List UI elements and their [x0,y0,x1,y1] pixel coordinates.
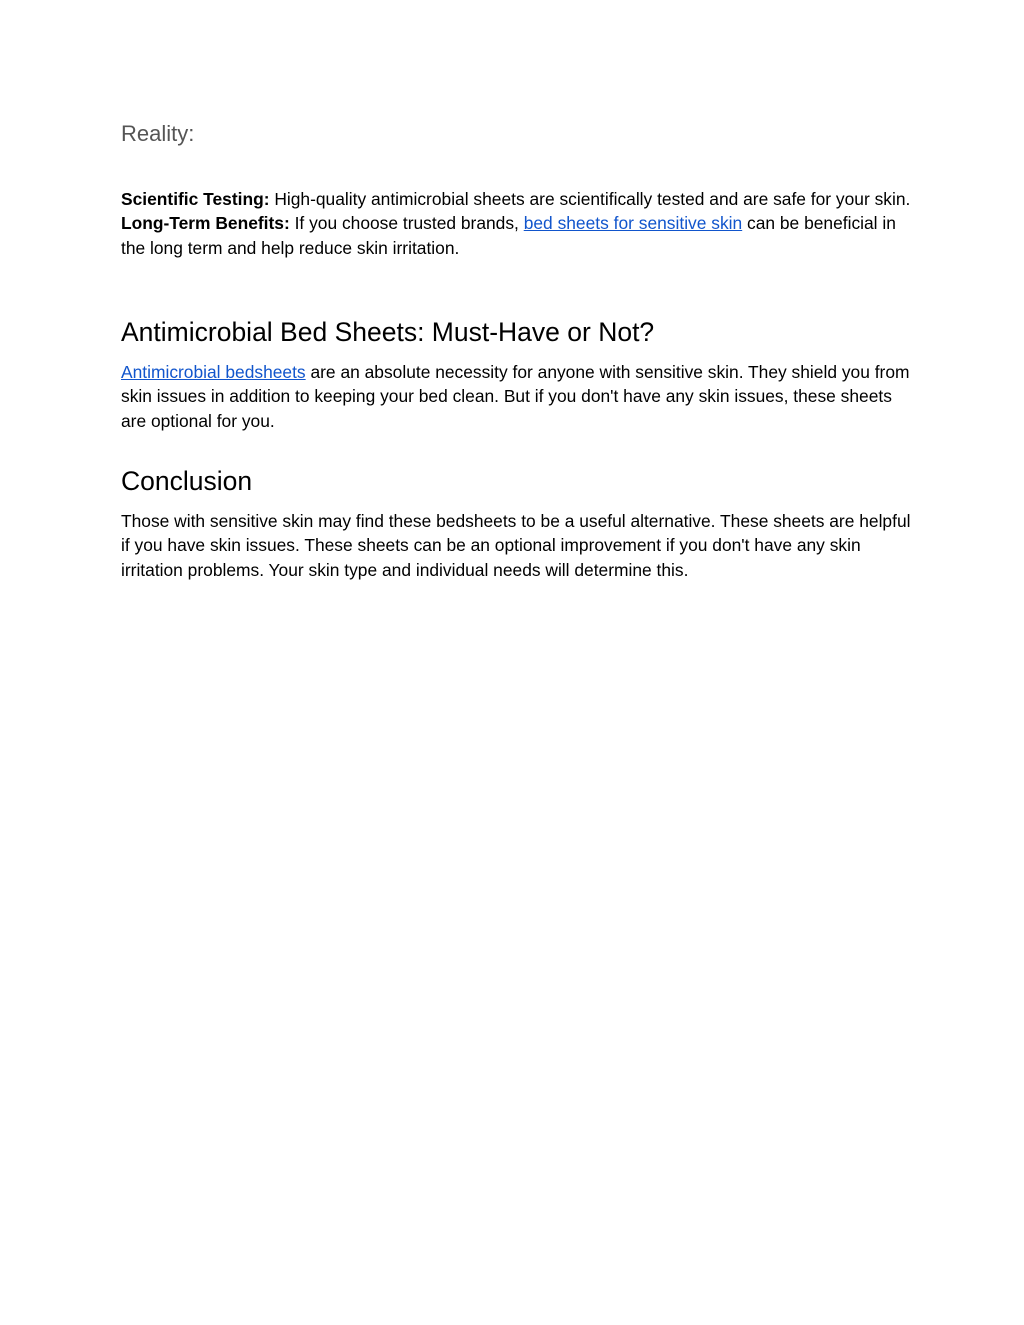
scientific-testing-text: High-quality antimicrobial sheets are scientifically tested and are safe for your skin. [269,189,911,209]
reality-points-paragraph [121,187,911,260]
antimicrobial-bedsheets-link[interactable]: Antimicrobial bedsheets [121,362,306,382]
long-term-benefits-text-after: can be beneficial in the long term and help reduce skin irritation. [121,213,896,258]
scientific-testing-label: Scientific Testing: [121,189,270,209]
conclusion-paragraph: Those with sensitive skin may find these bedsheets to be a useful alternative. These sheets are helpful if you have skin issues. These sheets can be an optional improvement if you don't have any skin irritation problems. Your skin type and individual needs will determine this. [121,511,911,580]
conclusion-heading: Conclusion [121,466,253,496]
long-term-benefits-label: Long-Term Benefits: [121,213,290,234]
long-term-benefits-text-before: If you choose trusted brands, [289,213,524,234]
antimicrobial-paragraph [121,360,911,433]
bed-sheets-sensitive-skin-link[interactable]: bed sheets for sensitive skin [523,213,743,234]
antimicrobial-text: are an absolute necessity for anyone with sensitive skin. They shield you from skin issues in addition to keeping your bed clean. But if you don't have any skin issues, these sheets are optional for you. [121,362,910,431]
antimicrobial-heading: Antimicrobial Bed Sheets: Must-Have or Not? [121,317,655,347]
reality-heading: Reality: [121,121,195,146]
